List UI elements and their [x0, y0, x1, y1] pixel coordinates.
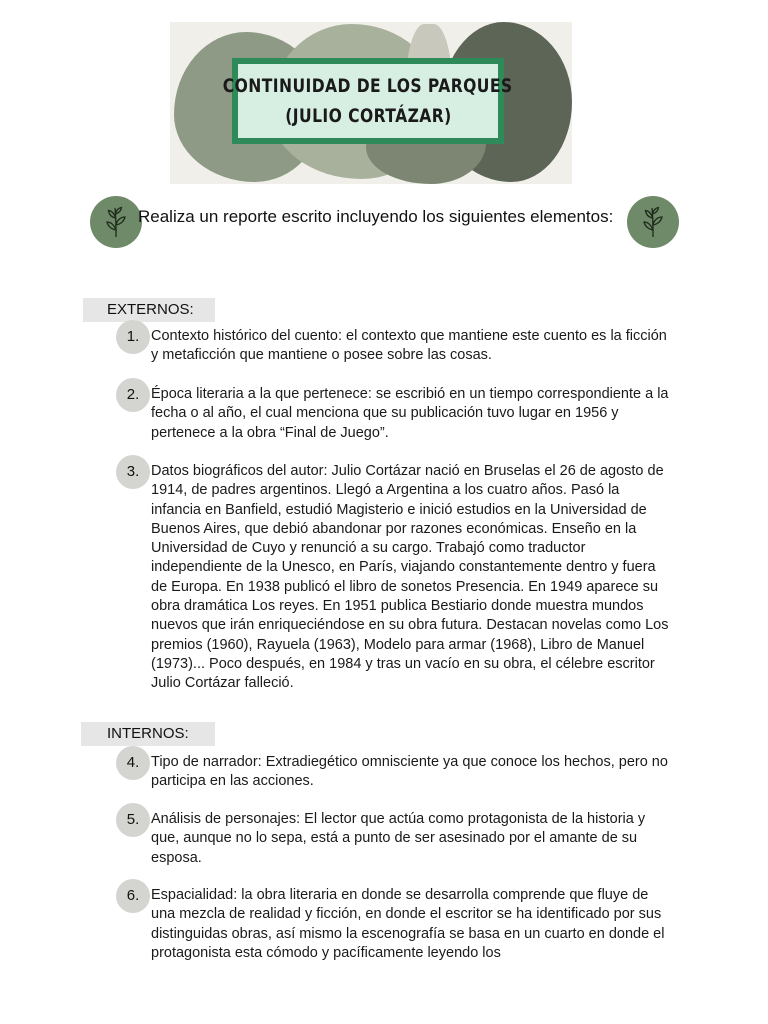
item-number-badge: 3. — [116, 455, 150, 489]
title-line-2: (JULIO CORTÁZAR) — [284, 105, 452, 127]
item-number-badge: 2. — [116, 378, 150, 412]
section-label-internos: INTERNOS: — [81, 722, 215, 746]
leaf-branch-icon — [90, 196, 142, 248]
item-number-badge: 5. — [116, 803, 150, 837]
header-banner — [170, 22, 572, 184]
section-label-externos: EXTERNOS: — [83, 298, 215, 322]
title-line-1: CONTINUIDAD DE LOS PARQUES — [223, 75, 513, 97]
item-text: Época literaria a la que pertenece: se escribió en un tiempo correspondiente a la fecha o al año, el cual menciona que su publicación tuvo lugar en 1956 y pertenece a la obra “Final de Juego”. — [151, 386, 669, 441]
item-number-badge: 4. — [116, 746, 150, 780]
leaf-branch-icon — [627, 196, 679, 248]
item-number-badge: 1. — [116, 320, 150, 354]
item-text: Contexto histórico del cuento: el contexto que mantiene este cuento es la ficción y metaficción que mantiene o posee sobre las cosas. — [151, 328, 667, 364]
item-text: Tipo de narrador: Extradiegético omnisciente ya que conoce los hechos, pero no participa en las acciones. — [151, 754, 668, 790]
item-text: Espacialidad: la obra literaria en donde se desarrolla comprende que fluye de una mezcla de realidad y ficción, en donde el escritor se ha identificado por sus distinguidas obras, así mismo la escenografía se basa en un cuarto en donde el protagonista esta cómodo y pacíficamente leyendo los — [151, 887, 665, 961]
item-text: Análisis de personajes: El lector que actúa como protagonista de la historia y que, aunque no lo sepa, está a punto de ser asesinado por el amante de su esposa. — [151, 811, 646, 866]
item-number-badge: 6. — [116, 879, 150, 913]
instruction-text: Realiza un reporte escrito incluyendo los siguientes elementos: — [138, 207, 614, 226]
item-text: Datos biográficos del autor: Julio Cortázar nació en Bruselas el 26 de agosto de 1914, de padres argentinos. Llegó a Argentina a los cuatro años. Pasó la infancia en Banfield, estudió Magisterio e inició estudios en la Universidad de Buenos Aires, que debió abandonar por razones económicas. Enseño en la Universidad de Cuyo y renunció a su cargo. Trabajó como traductor independiente de la Unesco, en París, viajando constantemente dentro y fuera de Europa. En 1938 publicó el libro de sonetos Presencia. En 1949 aparece su obra dramática Los reyes. En 1951 publica Bestiario donde muestra mundos nuevos que irán enriqueciéndose en su obra futura. Destacan novelas como Los premios (1960), Rayuela (1963), Modelo para armar (1968), Libro de Manuel (1973)... Poco después, en 1984 y tras un vacío en su obra, el célebre escritor Julio Cortázar falleció. — [151, 463, 669, 692]
document-title — [223, 58, 513, 144]
